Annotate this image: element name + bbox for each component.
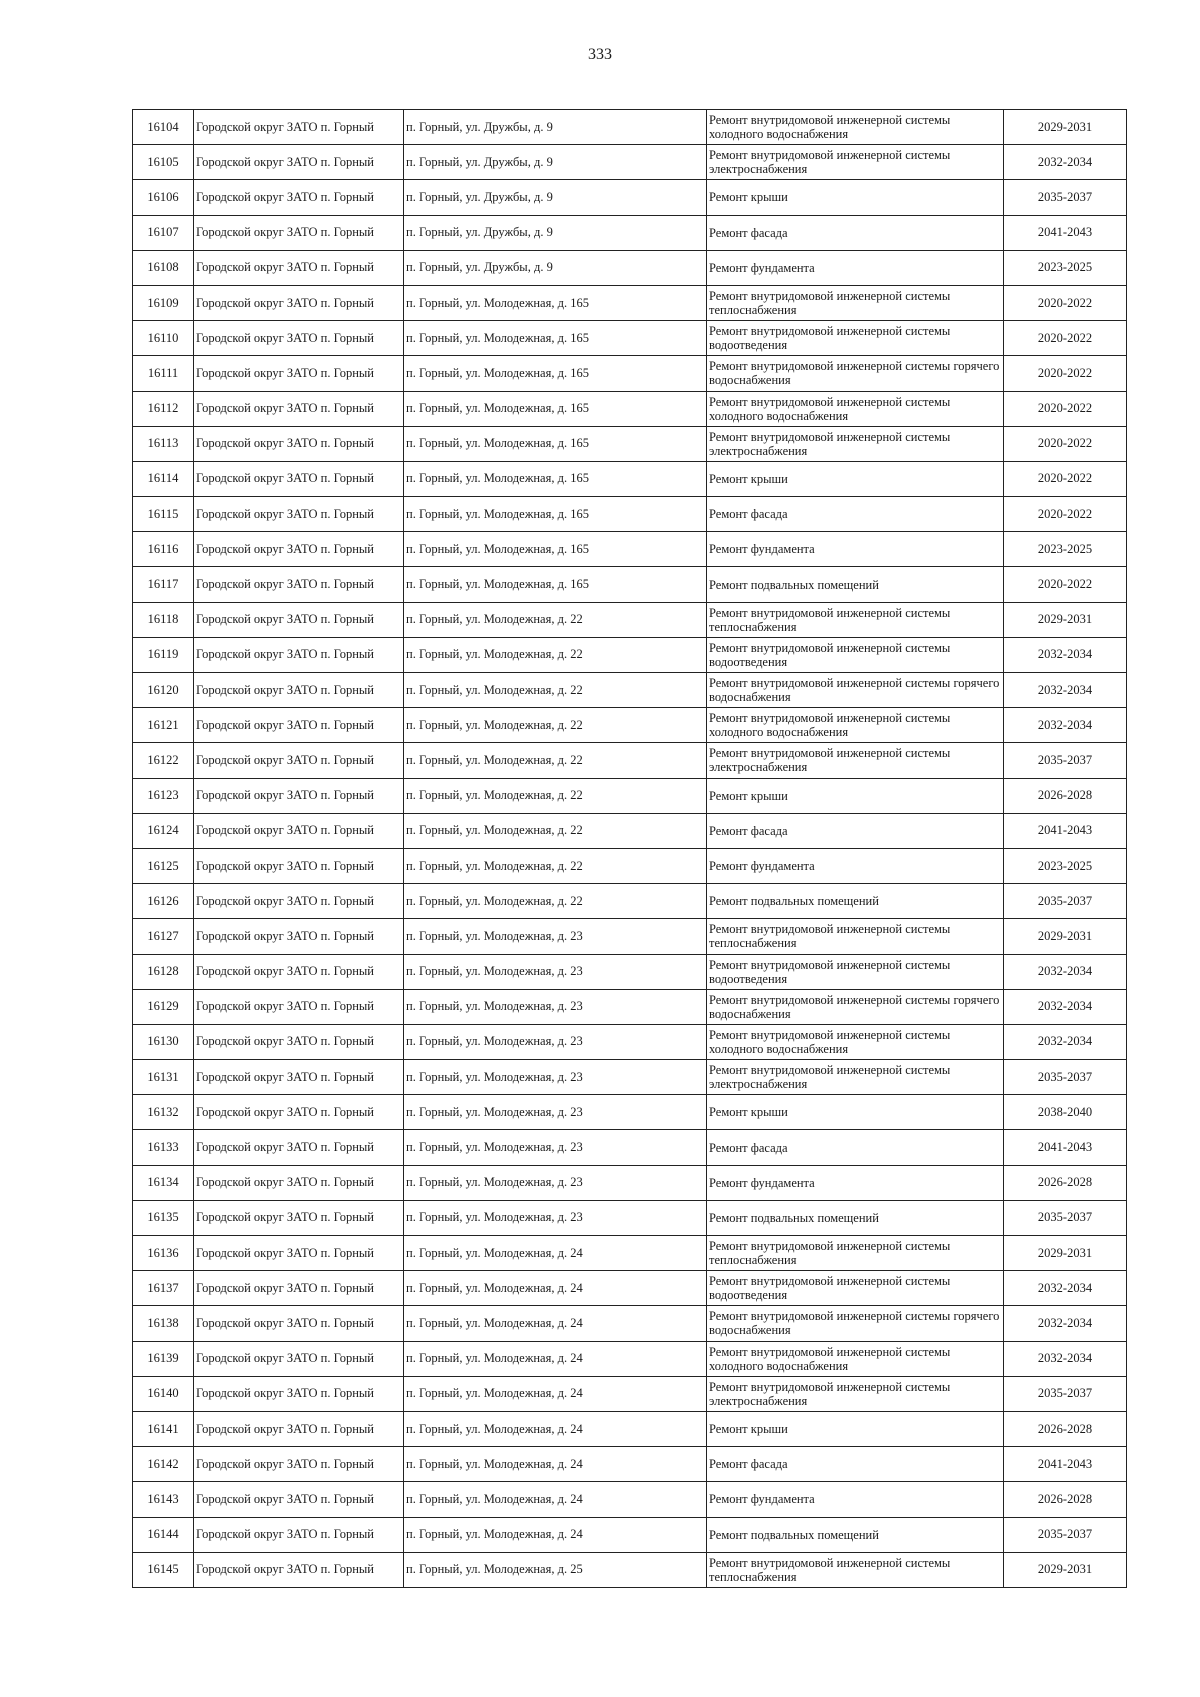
page-number: 333 <box>588 46 612 63</box>
municipality-cell: Городской округ ЗАТО п. Горный <box>194 180 404 215</box>
period-cell: 2029-2031 <box>1004 602 1127 637</box>
municipality-cell: Городской округ ЗАТО п. Горный <box>194 1024 404 1059</box>
work-type-cell: Ремонт фасада <box>707 813 1004 848</box>
row-number-cell: 16104 <box>133 110 194 145</box>
table-row <box>133 1411 1127 1446</box>
row-number-cell: 16105 <box>133 145 194 180</box>
work-type-cell: Ремонт внутридомовой инженерной системы электроснабжения <box>707 1060 1004 1095</box>
table-row <box>133 708 1127 743</box>
municipality-cell: Городской округ ЗАТО п. Горный <box>194 673 404 708</box>
period-cell: 2032-2034 <box>1004 145 1127 180</box>
municipality-cell: Городской округ ЗАТО п. Горный <box>194 110 404 145</box>
address-cell: п. Горный, ул. Молодежная, д. 165 <box>404 391 707 426</box>
row-number-cell: 16119 <box>133 637 194 672</box>
row-number-cell: 16134 <box>133 1165 194 1200</box>
repair-schedule-table <box>132 109 1127 1588</box>
row-number-cell: 16124 <box>133 813 194 848</box>
municipality-cell: Городской округ ЗАТО п. Горный <box>194 567 404 602</box>
address-cell: п. Горный, ул. Молодежная, д. 24 <box>404 1447 707 1482</box>
row-number-cell: 16123 <box>133 778 194 813</box>
row-number-cell: 16133 <box>133 1130 194 1165</box>
municipality-cell: Городской округ ЗАТО п. Горный <box>194 1376 404 1411</box>
municipality-cell: Городской округ ЗАТО п. Горный <box>194 145 404 180</box>
row-number-cell: 16145 <box>133 1552 194 1587</box>
municipality-cell: Городской округ ЗАТО п. Горный <box>194 1165 404 1200</box>
municipality-cell: Городской округ ЗАТО п. Горный <box>194 1200 404 1235</box>
row-number-cell: 16139 <box>133 1341 194 1376</box>
row-number-cell: 16143 <box>133 1482 194 1517</box>
work-type-cell: Ремонт фасада <box>707 1447 1004 1482</box>
row-number-cell: 16121 <box>133 708 194 743</box>
municipality-cell: Городской округ ЗАТО п. Горный <box>194 461 404 496</box>
municipality-cell: Городской округ ЗАТО п. Горный <box>194 391 404 426</box>
table-row <box>133 497 1127 532</box>
table-row <box>133 532 1127 567</box>
period-cell: 2032-2034 <box>1004 673 1127 708</box>
address-cell: п. Горный, ул. Молодежная, д. 165 <box>404 356 707 391</box>
row-number-cell: 16125 <box>133 848 194 883</box>
row-number-cell: 16140 <box>133 1376 194 1411</box>
period-cell: 2020-2022 <box>1004 497 1127 532</box>
address-cell: п. Горный, ул. Молодежная, д. 165 <box>404 497 707 532</box>
work-type-cell: Ремонт внутридомовой инженерной системы теплоснабжения <box>707 919 1004 954</box>
address-cell: п. Горный, ул. Молодежная, д. 23 <box>404 1200 707 1235</box>
period-cell: 2032-2034 <box>1004 1271 1127 1306</box>
period-cell: 2023-2025 <box>1004 532 1127 567</box>
address-cell: п. Горный, ул. Молодежная, д. 24 <box>404 1236 707 1271</box>
period-cell: 2026-2028 <box>1004 1482 1127 1517</box>
table-row <box>133 1024 1127 1059</box>
municipality-cell: Городской округ ЗАТО п. Горный <box>194 1482 404 1517</box>
table-row <box>133 1517 1127 1552</box>
table-row <box>133 1447 1127 1482</box>
row-number-cell: 16130 <box>133 1024 194 1059</box>
work-type-cell: Ремонт фундамента <box>707 532 1004 567</box>
work-type-cell: Ремонт внутридомовой инженерной системы горячего водоснабжения <box>707 356 1004 391</box>
work-type-cell: Ремонт внутридомовой инженерной системы теплоснабжения <box>707 1236 1004 1271</box>
municipality-cell: Городской округ ЗАТО п. Горный <box>194 848 404 883</box>
period-cell: 2032-2034 <box>1004 989 1127 1024</box>
work-type-cell: Ремонт крыши <box>707 1411 1004 1446</box>
period-cell: 2026-2028 <box>1004 1411 1127 1446</box>
work-type-cell: Ремонт крыши <box>707 461 1004 496</box>
address-cell: п. Горный, ул. Молодежная, д. 165 <box>404 321 707 356</box>
work-type-cell: Ремонт внутридомовой инженерной системы горячего водоснабжения <box>707 989 1004 1024</box>
table-row <box>133 567 1127 602</box>
municipality-cell: Городской округ ЗАТО п. Горный <box>194 919 404 954</box>
work-type-cell: Ремонт фасада <box>707 215 1004 250</box>
municipality-cell: Городской округ ЗАТО п. Горный <box>194 884 404 919</box>
work-type-cell: Ремонт внутридомовой инженерной системы водоотведения <box>707 321 1004 356</box>
row-number-cell: 16142 <box>133 1447 194 1482</box>
period-cell: 2020-2022 <box>1004 285 1127 320</box>
address-cell: п. Горный, ул. Молодежная, д. 165 <box>404 567 707 602</box>
row-number-cell: 16144 <box>133 1517 194 1552</box>
period-cell: 2020-2022 <box>1004 426 1127 461</box>
row-number-cell: 16122 <box>133 743 194 778</box>
period-cell: 2032-2034 <box>1004 954 1127 989</box>
address-cell: п. Горный, ул. Молодежная, д. 22 <box>404 884 707 919</box>
table-row <box>133 778 1127 813</box>
address-cell: п. Горный, ул. Дружбы, д. 9 <box>404 110 707 145</box>
address-cell: п. Горный, ул. Дружбы, д. 9 <box>404 215 707 250</box>
municipality-cell: Городской округ ЗАТО п. Горный <box>194 1236 404 1271</box>
work-type-cell: Ремонт внутридомовой инженерной системы теплоснабжения <box>707 1552 1004 1587</box>
address-cell: п. Горный, ул. Дружбы, д. 9 <box>404 180 707 215</box>
work-type-cell: Ремонт внутридомовой инженерной системы холодного водоснабжения <box>707 110 1004 145</box>
municipality-cell: Городской округ ЗАТО п. Горный <box>194 321 404 356</box>
address-cell: п. Горный, ул. Молодежная, д. 23 <box>404 1095 707 1130</box>
municipality-cell: Городской округ ЗАТО п. Горный <box>194 1341 404 1376</box>
row-number-cell: 16114 <box>133 461 194 496</box>
work-type-cell: Ремонт внутридомовой инженерной системы холодного водоснабжения <box>707 1024 1004 1059</box>
municipality-cell: Городской округ ЗАТО п. Горный <box>194 602 404 637</box>
municipality-cell: Городской округ ЗАТО п. Горный <box>194 1271 404 1306</box>
table-row <box>133 180 1127 215</box>
table-row <box>133 356 1127 391</box>
address-cell: п. Горный, ул. Молодежная, д. 24 <box>404 1306 707 1341</box>
period-cell: 2020-2022 <box>1004 567 1127 602</box>
work-type-cell: Ремонт внутридомовой инженерной системы водоотведения <box>707 637 1004 672</box>
table-row <box>133 321 1127 356</box>
row-number-cell: 16136 <box>133 1236 194 1271</box>
period-cell: 2041-2043 <box>1004 215 1127 250</box>
period-cell: 2029-2031 <box>1004 1236 1127 1271</box>
row-number-cell: 16129 <box>133 989 194 1024</box>
row-number-cell: 16138 <box>133 1306 194 1341</box>
table-row <box>133 1165 1127 1200</box>
work-type-cell: Ремонт подвальных помещений <box>707 884 1004 919</box>
table-row <box>133 884 1127 919</box>
address-cell: п. Горный, ул. Молодежная, д. 23 <box>404 1024 707 1059</box>
municipality-cell: Городской округ ЗАТО п. Горный <box>194 954 404 989</box>
municipality-cell: Городской округ ЗАТО п. Горный <box>194 1411 404 1446</box>
table-row <box>133 848 1127 883</box>
address-cell: п. Горный, ул. Молодежная, д. 22 <box>404 813 707 848</box>
row-number-cell: 16131 <box>133 1060 194 1095</box>
table-row <box>133 743 1127 778</box>
address-cell: п. Горный, ул. Молодежная, д. 165 <box>404 285 707 320</box>
table-row <box>133 673 1127 708</box>
row-number-cell: 16116 <box>133 532 194 567</box>
address-cell: п. Горный, ул. Дружбы, д. 9 <box>404 145 707 180</box>
period-cell: 2026-2028 <box>1004 778 1127 813</box>
table-row <box>133 250 1127 285</box>
table-row <box>133 989 1127 1024</box>
period-cell: 2023-2025 <box>1004 250 1127 285</box>
table-row <box>133 1130 1127 1165</box>
row-number-cell: 16132 <box>133 1095 194 1130</box>
row-number-cell: 16120 <box>133 673 194 708</box>
work-type-cell: Ремонт внутридомовой инженерной системы холодного водоснабжения <box>707 1341 1004 1376</box>
table-row <box>133 1482 1127 1517</box>
period-cell: 2029-2031 <box>1004 919 1127 954</box>
work-type-cell: Ремонт фундамента <box>707 1482 1004 1517</box>
table-row <box>133 1376 1127 1411</box>
address-cell: п. Горный, ул. Молодежная, д. 24 <box>404 1271 707 1306</box>
row-number-cell: 16108 <box>133 250 194 285</box>
table-row <box>133 110 1127 145</box>
work-type-cell: Ремонт внутридомовой инженерной системы электроснабжения <box>707 1376 1004 1411</box>
municipality-cell: Городской округ ЗАТО п. Горный <box>194 215 404 250</box>
row-number-cell: 16135 <box>133 1200 194 1235</box>
row-number-cell: 16111 <box>133 356 194 391</box>
row-number-cell: 16115 <box>133 497 194 532</box>
address-cell: п. Горный, ул. Молодежная, д. 24 <box>404 1341 707 1376</box>
work-type-cell: Ремонт фасада <box>707 497 1004 532</box>
table-row <box>133 1095 1127 1130</box>
work-type-cell: Ремонт внутридомовой инженерной системы водоотведения <box>707 1271 1004 1306</box>
municipality-cell: Городской округ ЗАТО п. Горный <box>194 1130 404 1165</box>
work-type-cell: Ремонт внутридомовой инженерной системы горячего водоснабжения <box>707 673 1004 708</box>
period-cell: 2029-2031 <box>1004 110 1127 145</box>
work-type-cell: Ремонт подвальных помещений <box>707 1200 1004 1235</box>
municipality-cell: Городской округ ЗАТО п. Горный <box>194 743 404 778</box>
municipality-cell: Городской округ ЗАТО п. Горный <box>194 250 404 285</box>
work-type-cell: Ремонт внутридомовой инженерной системы электроснабжения <box>707 743 1004 778</box>
row-number-cell: 16127 <box>133 919 194 954</box>
municipality-cell: Городской округ ЗАТО п. Горный <box>194 1552 404 1587</box>
municipality-cell: Городской округ ЗАТО п. Горный <box>194 356 404 391</box>
table-row <box>133 215 1127 250</box>
municipality-cell: Городской округ ЗАТО п. Горный <box>194 813 404 848</box>
municipality-cell: Городской округ ЗАТО п. Горный <box>194 1517 404 1552</box>
address-cell: п. Горный, ул. Молодежная, д. 23 <box>404 954 707 989</box>
period-cell: 2041-2043 <box>1004 813 1127 848</box>
work-type-cell: Ремонт внутридомовой инженерной системы горячего водоснабжения <box>707 1306 1004 1341</box>
period-cell: 2038-2040 <box>1004 1095 1127 1130</box>
table-row <box>133 461 1127 496</box>
work-type-cell: Ремонт внутридомовой инженерной системы теплоснабжения <box>707 602 1004 637</box>
row-number-cell: 16126 <box>133 884 194 919</box>
work-type-cell: Ремонт внутридомовой инженерной системы электроснабжения <box>707 426 1004 461</box>
municipality-cell: Городской округ ЗАТО п. Горный <box>194 989 404 1024</box>
period-cell: 2026-2028 <box>1004 1165 1127 1200</box>
address-cell: п. Горный, ул. Молодежная, д. 22 <box>404 848 707 883</box>
address-cell: п. Горный, ул. Молодежная, д. 24 <box>404 1376 707 1411</box>
work-type-cell: Ремонт подвальных помещений <box>707 1517 1004 1552</box>
municipality-cell: Городской округ ЗАТО п. Горный <box>194 497 404 532</box>
work-type-cell: Ремонт фасада <box>707 1130 1004 1165</box>
table-row <box>133 1552 1127 1587</box>
table-body <box>133 110 1127 1588</box>
period-cell: 2035-2037 <box>1004 1200 1127 1235</box>
table-row <box>133 1200 1127 1235</box>
period-cell: 2035-2037 <box>1004 1376 1127 1411</box>
work-type-cell: Ремонт фундамента <box>707 250 1004 285</box>
table-row <box>133 1306 1127 1341</box>
municipality-cell: Городской округ ЗАТО п. Горный <box>194 637 404 672</box>
address-cell: п. Горный, ул. Молодежная, д. 23 <box>404 1130 707 1165</box>
address-cell: п. Горный, ул. Молодежная, д. 165 <box>404 461 707 496</box>
period-cell: 2035-2037 <box>1004 1517 1127 1552</box>
work-type-cell: Ремонт крыши <box>707 180 1004 215</box>
table-row <box>133 426 1127 461</box>
municipality-cell: Городской округ ЗАТО п. Горный <box>194 426 404 461</box>
table-row <box>133 145 1127 180</box>
work-type-cell: Ремонт подвальных помещений <box>707 567 1004 602</box>
address-cell: п. Горный, ул. Молодежная, д. 22 <box>404 602 707 637</box>
row-number-cell: 16109 <box>133 285 194 320</box>
municipality-cell: Городской округ ЗАТО п. Горный <box>194 778 404 813</box>
row-number-cell: 16113 <box>133 426 194 461</box>
municipality-cell: Городской округ ЗАТО п. Горный <box>194 1447 404 1482</box>
period-cell: 2035-2037 <box>1004 1060 1127 1095</box>
table-row <box>133 919 1127 954</box>
table-row <box>133 813 1127 848</box>
municipality-cell: Городской округ ЗАТО п. Горный <box>194 708 404 743</box>
row-number-cell: 16141 <box>133 1411 194 1446</box>
work-type-cell: Ремонт крыши <box>707 778 1004 813</box>
table-row <box>133 1060 1127 1095</box>
table-row <box>133 954 1127 989</box>
municipality-cell: Городской округ ЗАТО п. Горный <box>194 1306 404 1341</box>
table-row <box>133 391 1127 426</box>
address-cell: п. Горный, ул. Молодежная, д. 22 <box>404 673 707 708</box>
work-type-cell: Ремонт внутридомовой инженерной системы водоотведения <box>707 954 1004 989</box>
municipality-cell: Городской округ ЗАТО п. Горный <box>194 1060 404 1095</box>
table-row <box>133 1236 1127 1271</box>
table-row <box>133 637 1127 672</box>
address-cell: п. Горный, ул. Молодежная, д. 23 <box>404 989 707 1024</box>
row-number-cell: 16128 <box>133 954 194 989</box>
row-number-cell: 16107 <box>133 215 194 250</box>
period-cell: 2032-2034 <box>1004 1341 1127 1376</box>
period-cell: 2020-2022 <box>1004 461 1127 496</box>
row-number-cell: 16106 <box>133 180 194 215</box>
work-type-cell: Ремонт внутридомовой инженерной системы холодного водоснабжения <box>707 708 1004 743</box>
work-type-cell: Ремонт внутридомовой инженерной системы теплоснабжения <box>707 285 1004 320</box>
period-cell: 2032-2034 <box>1004 1024 1127 1059</box>
municipality-cell: Городской округ ЗАТО п. Горный <box>194 285 404 320</box>
table-row <box>133 602 1127 637</box>
table-row <box>133 285 1127 320</box>
table-row <box>133 1341 1127 1376</box>
work-type-cell: Ремонт фундамента <box>707 848 1004 883</box>
address-cell: п. Горный, ул. Молодежная, д. 24 <box>404 1411 707 1446</box>
address-cell: п. Горный, ул. Дружбы, д. 9 <box>404 250 707 285</box>
work-type-cell: Ремонт фундамента <box>707 1165 1004 1200</box>
row-number-cell: 16110 <box>133 321 194 356</box>
work-type-cell: Ремонт внутридомовой инженерной системы электроснабжения <box>707 145 1004 180</box>
address-cell: п. Горный, ул. Молодежная, д. 24 <box>404 1517 707 1552</box>
period-cell: 2032-2034 <box>1004 1306 1127 1341</box>
period-cell: 2023-2025 <box>1004 848 1127 883</box>
address-cell: п. Горный, ул. Молодежная, д. 25 <box>404 1552 707 1587</box>
period-cell: 2041-2043 <box>1004 1447 1127 1482</box>
address-cell: п. Горный, ул. Молодежная, д. 23 <box>404 919 707 954</box>
address-cell: п. Горный, ул. Молодежная, д. 165 <box>404 426 707 461</box>
period-cell: 2035-2037 <box>1004 743 1127 778</box>
address-cell: п. Горный, ул. Молодежная, д. 24 <box>404 1482 707 1517</box>
municipality-cell: Городской округ ЗАТО п. Горный <box>194 532 404 567</box>
address-cell: п. Горный, ул. Молодежная, д. 22 <box>404 708 707 743</box>
address-cell: п. Горный, ул. Молодежная, д. 22 <box>404 778 707 813</box>
row-number-cell: 16118 <box>133 602 194 637</box>
period-cell: 2020-2022 <box>1004 391 1127 426</box>
address-cell: п. Горный, ул. Молодежная, д. 22 <box>404 637 707 672</box>
period-cell: 2020-2022 <box>1004 321 1127 356</box>
period-cell: 2035-2037 <box>1004 180 1127 215</box>
period-cell: 2041-2043 <box>1004 1130 1127 1165</box>
municipality-cell: Городской округ ЗАТО п. Горный <box>194 1095 404 1130</box>
period-cell: 2032-2034 <box>1004 637 1127 672</box>
period-cell: 2032-2034 <box>1004 708 1127 743</box>
work-type-cell: Ремонт крыши <box>707 1095 1004 1130</box>
row-number-cell: 16112 <box>133 391 194 426</box>
period-cell: 2035-2037 <box>1004 884 1127 919</box>
period-cell: 2029-2031 <box>1004 1552 1127 1587</box>
period-cell: 2020-2022 <box>1004 356 1127 391</box>
work-type-cell: Ремонт внутридомовой инженерной системы холодного водоснабжения <box>707 391 1004 426</box>
address-cell: п. Горный, ул. Молодежная, д. 23 <box>404 1165 707 1200</box>
table-row <box>133 1271 1127 1306</box>
row-number-cell: 16117 <box>133 567 194 602</box>
address-cell: п. Горный, ул. Молодежная, д. 165 <box>404 532 707 567</box>
row-number-cell: 16137 <box>133 1271 194 1306</box>
address-cell: п. Горный, ул. Молодежная, д. 22 <box>404 743 707 778</box>
address-cell: п. Горный, ул. Молодежная, д. 23 <box>404 1060 707 1095</box>
